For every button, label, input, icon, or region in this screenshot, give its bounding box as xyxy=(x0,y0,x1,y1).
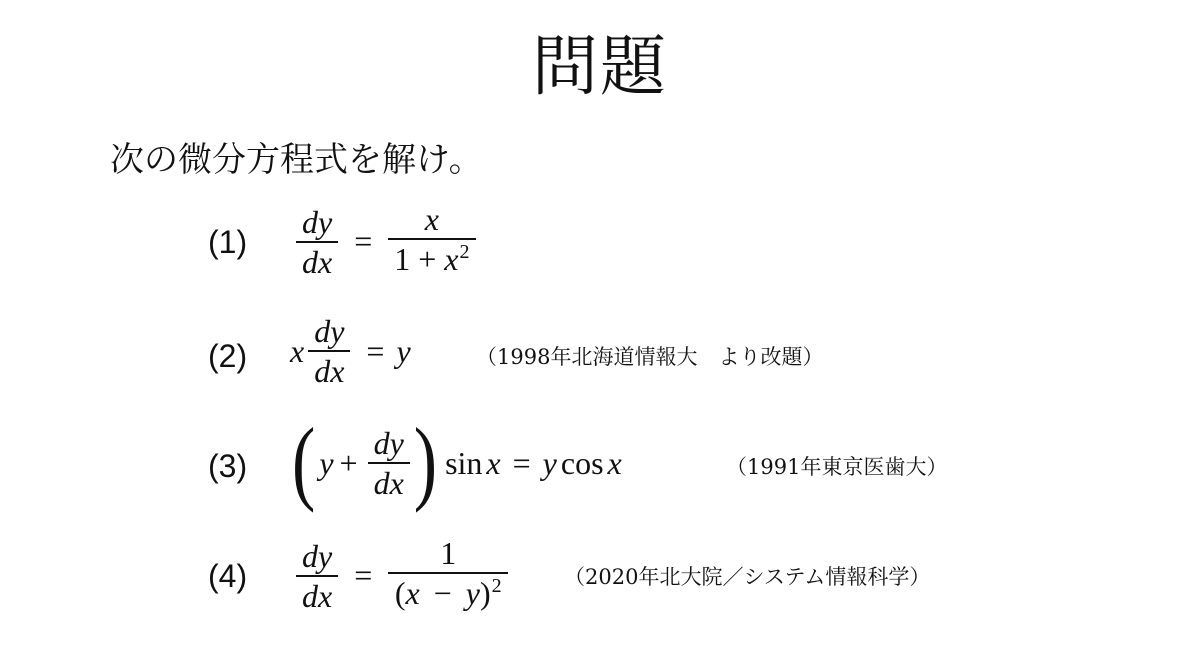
var-x: x xyxy=(290,332,305,369)
equals-sign: = xyxy=(366,332,385,369)
var-y: y xyxy=(319,444,334,481)
numerator: x xyxy=(424,201,439,237)
rhs-fraction xyxy=(388,200,475,283)
var-y: y xyxy=(396,332,411,369)
rparen: ) xyxy=(479,575,491,611)
denominator: dx xyxy=(302,577,333,614)
one-plus: 1 + xyxy=(394,241,437,277)
var-x: x xyxy=(405,575,420,611)
problem-4-number: (4) xyxy=(208,558,248,594)
var-y: y xyxy=(465,575,480,611)
var-x: x xyxy=(486,444,501,481)
var-x: x xyxy=(607,444,622,481)
problem-4-source: （2020年北大院／システム情報科学） xyxy=(564,565,931,589)
sin-function: sin xyxy=(445,444,483,481)
denominator: dx xyxy=(302,243,333,280)
cos-function: cos xyxy=(560,444,604,481)
dy-dx-fraction xyxy=(296,203,338,281)
problem-3-number: (3) xyxy=(208,448,248,484)
problem-3-equation xyxy=(292,410,622,515)
numerator: dy xyxy=(314,313,345,349)
exponent: 2 xyxy=(459,241,470,263)
problem-2-source: （1998年北海道情報大 より改題） xyxy=(476,345,824,369)
right-paren: ) xyxy=(413,410,438,515)
instruction-text: 次の微分方程式を解け。 xyxy=(110,140,483,180)
denominator: dx xyxy=(373,465,404,501)
exponent: 2 xyxy=(491,575,502,597)
numerator: dy xyxy=(373,425,404,461)
problem-1-equation xyxy=(292,200,480,283)
equals-sign: = xyxy=(354,223,373,259)
plus-sign: + xyxy=(339,444,358,481)
numerator: 1 xyxy=(440,535,457,571)
numerator: dy xyxy=(302,203,333,240)
problem-3-source: （1991年東京医歯大） xyxy=(726,455,948,479)
problem-2-equation xyxy=(290,312,411,390)
minus-sign: − xyxy=(433,575,452,611)
denominator xyxy=(388,240,475,283)
page-title: 問題 xyxy=(532,28,668,105)
problem-1-number: (1) xyxy=(208,224,248,260)
problem-4-equation xyxy=(292,534,512,617)
left-paren: ( xyxy=(292,410,316,515)
equals-sign: = xyxy=(354,557,373,593)
numerator: dy xyxy=(302,537,333,574)
dy-dx-fraction xyxy=(368,424,410,502)
denominator: dx xyxy=(314,353,345,389)
equals-sign: = xyxy=(512,444,531,481)
dy-dx-fraction xyxy=(296,537,338,615)
denominator xyxy=(389,574,508,617)
problem-2-number: (2) xyxy=(208,338,248,374)
var-x: x xyxy=(444,241,459,277)
rhs-fraction xyxy=(388,534,508,617)
dy-dx-fraction xyxy=(308,312,350,390)
lparen: ( xyxy=(394,575,406,611)
var-y: y xyxy=(542,444,557,481)
